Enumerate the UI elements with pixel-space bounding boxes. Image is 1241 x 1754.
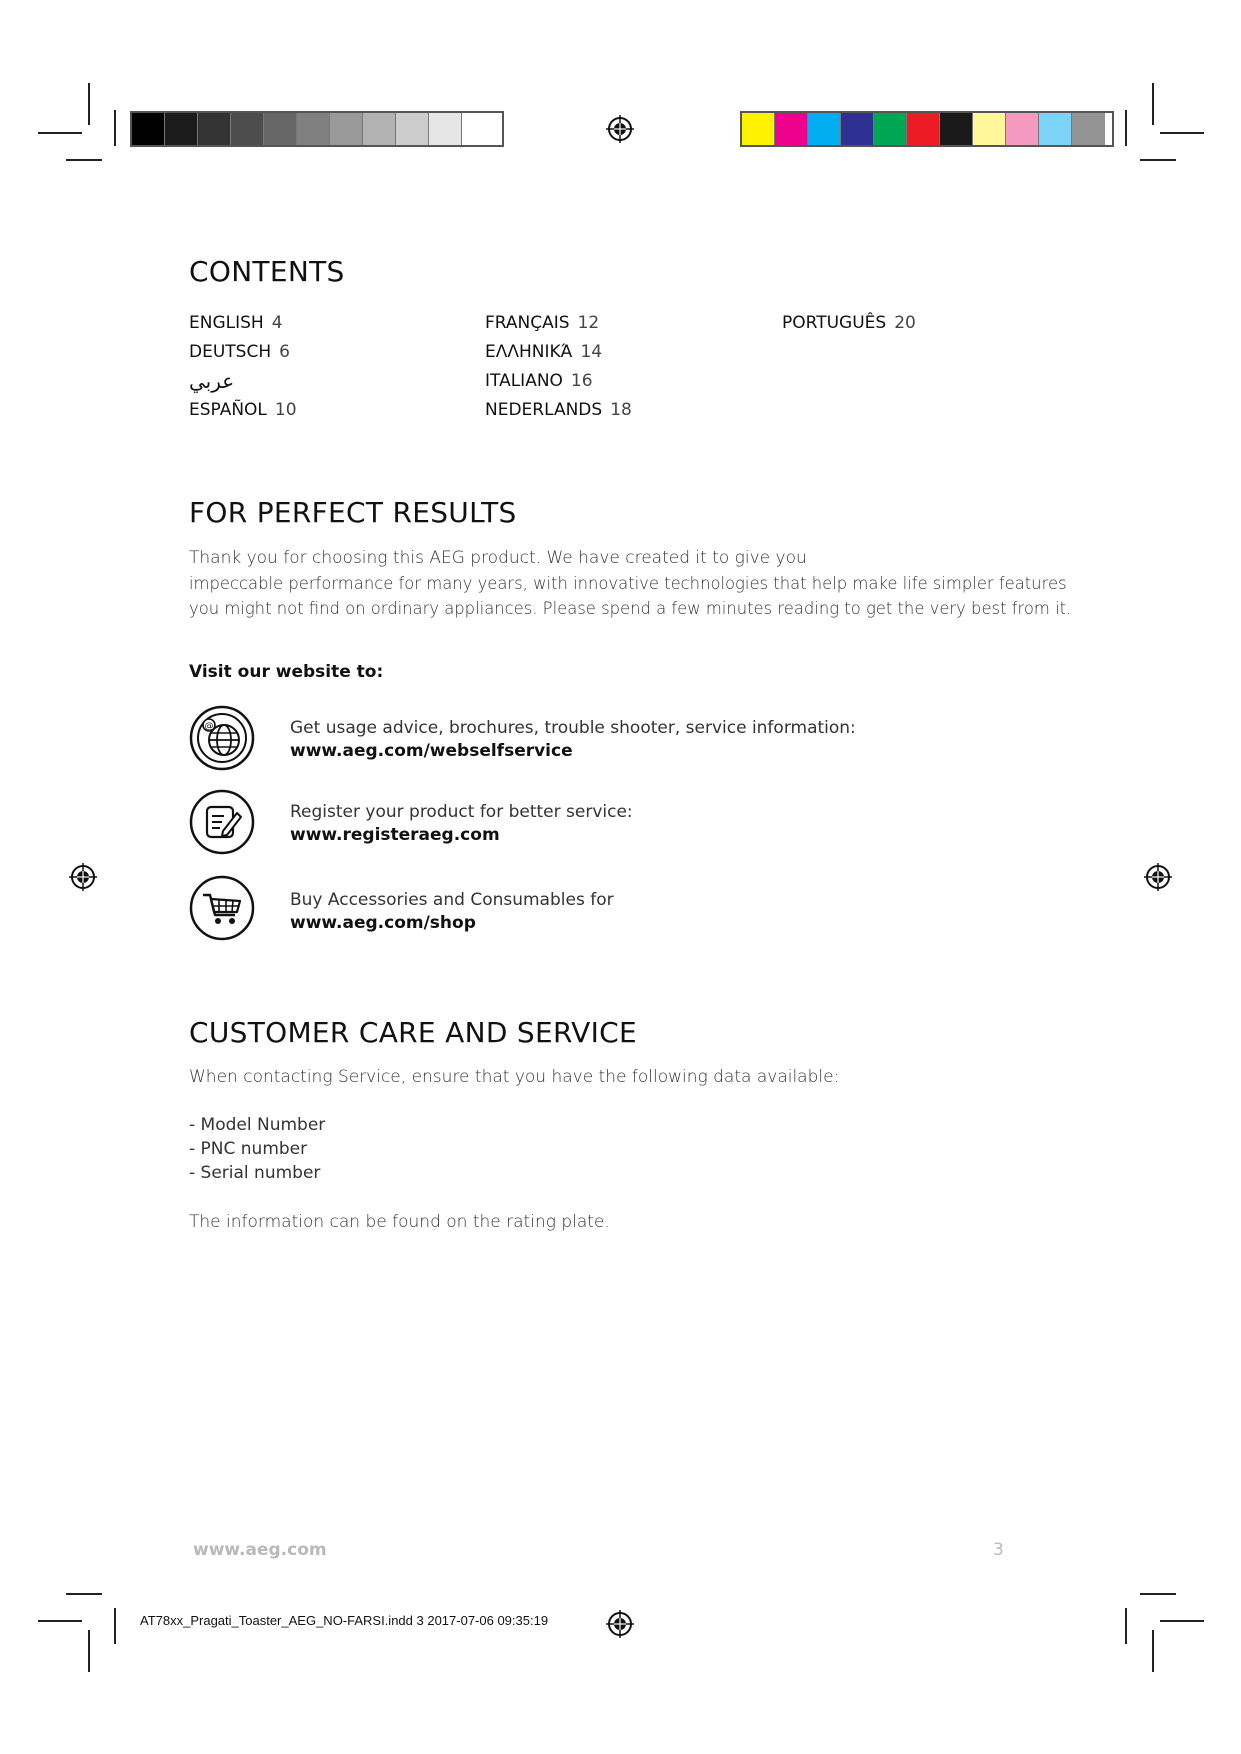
results-paragraph (189, 546, 1072, 621)
crop-mark (1140, 159, 1176, 161)
toc-item[interactable] (189, 313, 283, 333)
color-swatch (429, 113, 462, 145)
toc-label: ΕΛΛΗΝΙΚΆ (485, 342, 573, 362)
registration-mark-icon (1143, 862, 1173, 892)
color-swatch (1072, 113, 1105, 145)
crop-mark (114, 110, 116, 146)
crop-mark (88, 83, 90, 125)
webselfservice-link[interactable]: www.aeg.com/webselfservice (290, 741, 573, 761)
toc-page: 14 (580, 342, 603, 362)
toc-label: ITALIANO (485, 371, 563, 391)
crop-mark (88, 1630, 90, 1672)
toc-label: عربي (189, 369, 235, 393)
cart-icon (189, 875, 255, 941)
visit-website-label: Visit our website to: (189, 662, 384, 682)
crop-mark (38, 132, 82, 134)
register-icon (189, 789, 255, 855)
toc-label: DEUTSCH (189, 342, 272, 362)
toc-label: ENGLISH (189, 313, 264, 333)
color-swatch (1039, 113, 1072, 145)
care-intro: When contacting Service, ensure that you have the following data available: (189, 1067, 840, 1087)
toc-item[interactable] (189, 342, 290, 362)
color-swatch (841, 113, 874, 145)
color-swatch (165, 113, 198, 145)
list-item: - Serial number (189, 1163, 321, 1183)
toc-item[interactable] (485, 313, 599, 333)
color-swatch (462, 113, 495, 145)
crop-mark (1125, 110, 1127, 146)
color-swatch (973, 113, 1006, 145)
crop-mark (66, 159, 102, 161)
color-calibration-bar (740, 111, 1114, 147)
list-item: - Model Number (189, 1115, 326, 1135)
color-swatch (396, 113, 429, 145)
toc-label: ESPAÑOL (189, 400, 267, 420)
registration-mark-icon (605, 1609, 635, 1639)
link-description: Register your product for better service: (290, 802, 633, 822)
color-swatch (742, 113, 775, 145)
contents-title: CONTENTS (189, 255, 345, 288)
care-note: The information can be found on the rating plate. (189, 1212, 610, 1232)
toc-label: FRANÇAIS (485, 313, 570, 333)
color-swatch (363, 113, 396, 145)
color-swatch (132, 113, 165, 145)
shop-link[interactable]: www.aeg.com/shop (290, 913, 476, 933)
toc-page: 20 (894, 313, 916, 333)
toc-item[interactable] (485, 371, 593, 391)
color-swatch (264, 113, 297, 145)
globe-icon (189, 705, 255, 771)
registration-mark-icon (605, 114, 635, 144)
color-swatch (198, 113, 231, 145)
register-link[interactable]: www.registeraeg.com (290, 825, 500, 845)
toc-item[interactable] (189, 369, 234, 393)
crop-mark (1152, 1630, 1154, 1672)
registration-mark-icon (68, 862, 98, 892)
crop-mark (1160, 132, 1204, 134)
color-swatch (297, 113, 330, 145)
crop-mark (66, 1593, 102, 1595)
results-title: FOR PERFECT RESULTS (189, 496, 517, 529)
toc-label: NEDERLANDS (485, 400, 603, 420)
toc-page: 4 (271, 313, 283, 333)
page-number: 3 (993, 1540, 1004, 1560)
toc-item[interactable] (485, 400, 632, 420)
color-swatch (808, 113, 841, 145)
care-title: CUSTOMER CARE AND SERVICE (189, 1016, 638, 1049)
toc-page: 10 (274, 400, 297, 420)
grayscale-calibration-bar (130, 111, 504, 147)
crop-mark (114, 1608, 116, 1644)
crop-mark (1125, 1608, 1127, 1644)
toc-label: PORTUGUÊS (782, 313, 887, 333)
link-description: Get usage advice, brochures, trouble shooter, service information: (290, 718, 856, 738)
crop-mark (38, 1620, 82, 1622)
care-data-list (189, 1113, 325, 1185)
link-description: Buy Accessories and Consumables for (290, 890, 614, 910)
svg-text:@: @ (204, 721, 214, 732)
color-swatch (940, 113, 973, 145)
color-swatch (231, 113, 264, 145)
results-line: you might not find on ordinary appliances. Please spend a few minutes reading to get the very best from it. (189, 599, 1072, 618)
toc-item[interactable] (782, 313, 916, 333)
footer-url[interactable]: www.aeg.com (193, 1540, 327, 1560)
toc-page: 6 (279, 342, 290, 362)
crop-mark (1160, 1620, 1204, 1622)
indesign-slug: AT78xx_Pragati_Toaster_AEG_NO-FARSI.indd 3 2017-07-06 09:35:19 (140, 1613, 549, 1628)
toc-item[interactable] (189, 400, 297, 420)
results-line: Thank you for choosing this AEG product. We have created it to give you (189, 548, 807, 568)
toc-page: 18 (610, 400, 632, 420)
color-swatch (907, 113, 940, 145)
color-swatch (874, 113, 907, 145)
color-swatch (1006, 113, 1039, 145)
toc-page: 16 (570, 371, 593, 391)
crop-mark (1140, 1593, 1176, 1595)
list-item: - PNC number (189, 1139, 308, 1159)
color-swatch (330, 113, 363, 145)
color-swatch (775, 113, 808, 145)
results-line: impeccable performance for many years, with innovative technologies that help make life simpler features (189, 574, 1067, 593)
toc-page: 12 (577, 313, 600, 333)
toc-item[interactable] (485, 342, 602, 362)
crop-mark (1152, 83, 1154, 125)
